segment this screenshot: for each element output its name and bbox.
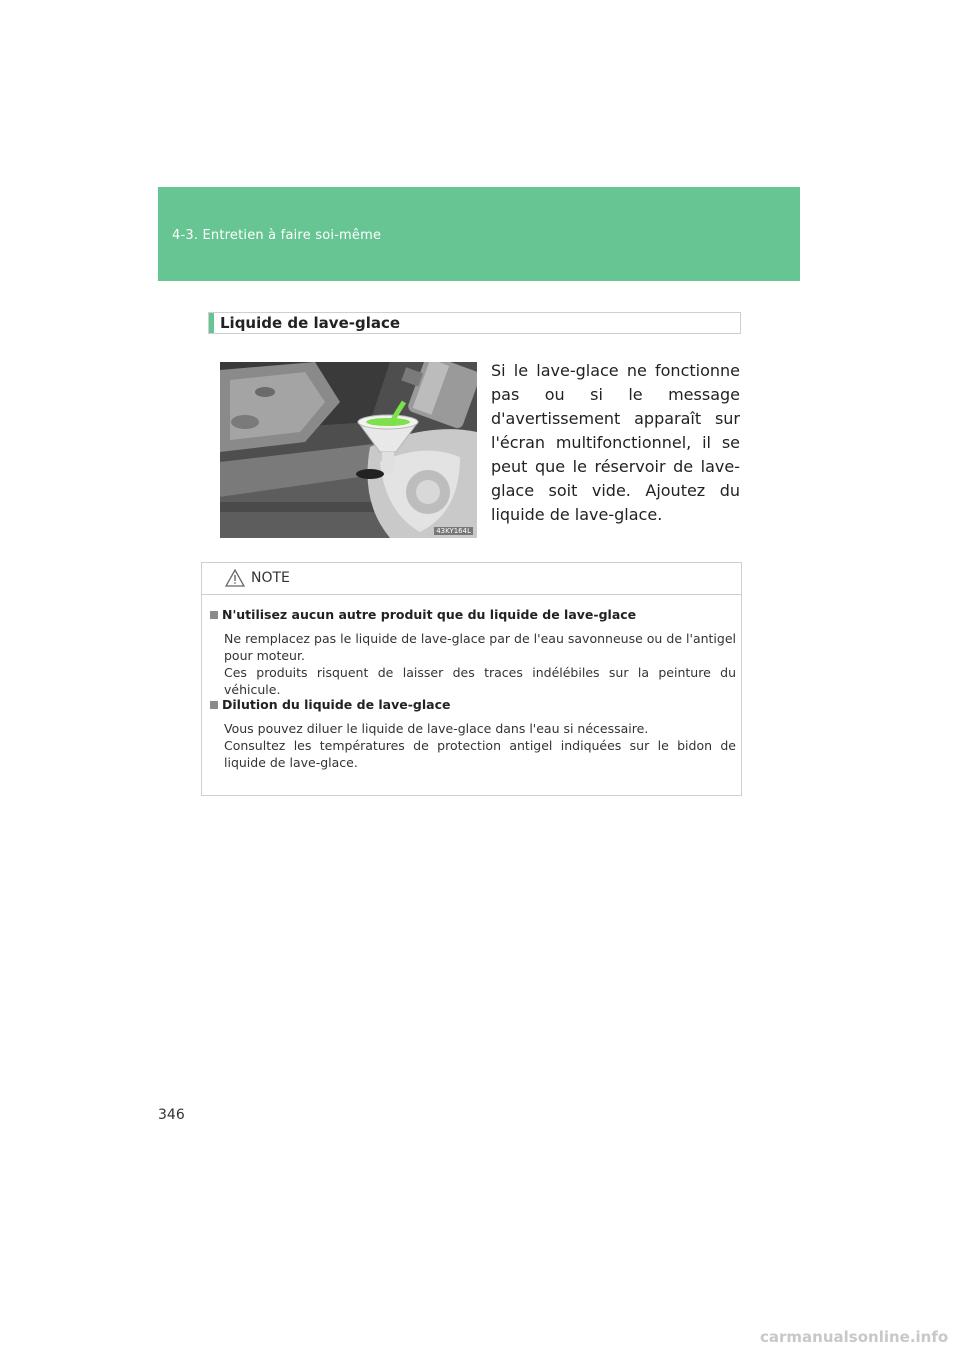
note-header bbox=[202, 563, 741, 595]
section-title-accent-bar bbox=[209, 313, 214, 333]
note-item-1-title: N'utilisez aucun autre produit que du liquide de lave-glace bbox=[210, 607, 736, 622]
bullet-square-icon bbox=[210, 701, 218, 709]
note-box bbox=[201, 562, 742, 796]
watermark: carmanualsonline.info bbox=[760, 1328, 949, 1346]
chapter-section-label: 4-3. Entretien à faire soi-même bbox=[172, 228, 382, 243]
section-title: Liquide de lave-glace bbox=[220, 314, 401, 332]
bullet-square-icon bbox=[210, 611, 218, 619]
note-item-1 bbox=[210, 607, 736, 698]
note-label: NOTE bbox=[251, 570, 290, 586]
washer-fluid-illustration bbox=[220, 362, 477, 538]
section-title-box bbox=[208, 312, 741, 334]
warning-icon bbox=[225, 569, 245, 587]
body-paragraph: Si le lave-glace ne fonctionne pas ou si le message d'avertissement apparaît sur l'écran multifonctionnel, il se peut que le réservoir de lave-glace soit vide. Ajoutez du liquide de lave-glace. bbox=[491, 361, 740, 524]
note-item-1-text: Ne remplacez pas le liquide de lave-glace par de l'eau savonneuse ou de l'antigel pour moteur. Ces produits risquent de laisser des traces indélébiles sur la peinture du véhicule. bbox=[224, 631, 736, 697]
note-item-2-title: Dilution du liquide de lave-glace bbox=[210, 697, 736, 712]
engine-bay-drawing bbox=[220, 362, 477, 538]
note-item-2-text: Vous pouvez diluer le liquide de lave-glace dans l'eau si nécessaire. Consultez les températures de protection antigel indiquées sur le bidon de liquide de lave-glace. bbox=[224, 721, 736, 770]
chapter-header bbox=[158, 187, 800, 281]
figure-code: 43KY164L bbox=[436, 527, 471, 535]
note-item-2 bbox=[210, 697, 736, 771]
page-number: 346 bbox=[158, 1107, 185, 1123]
